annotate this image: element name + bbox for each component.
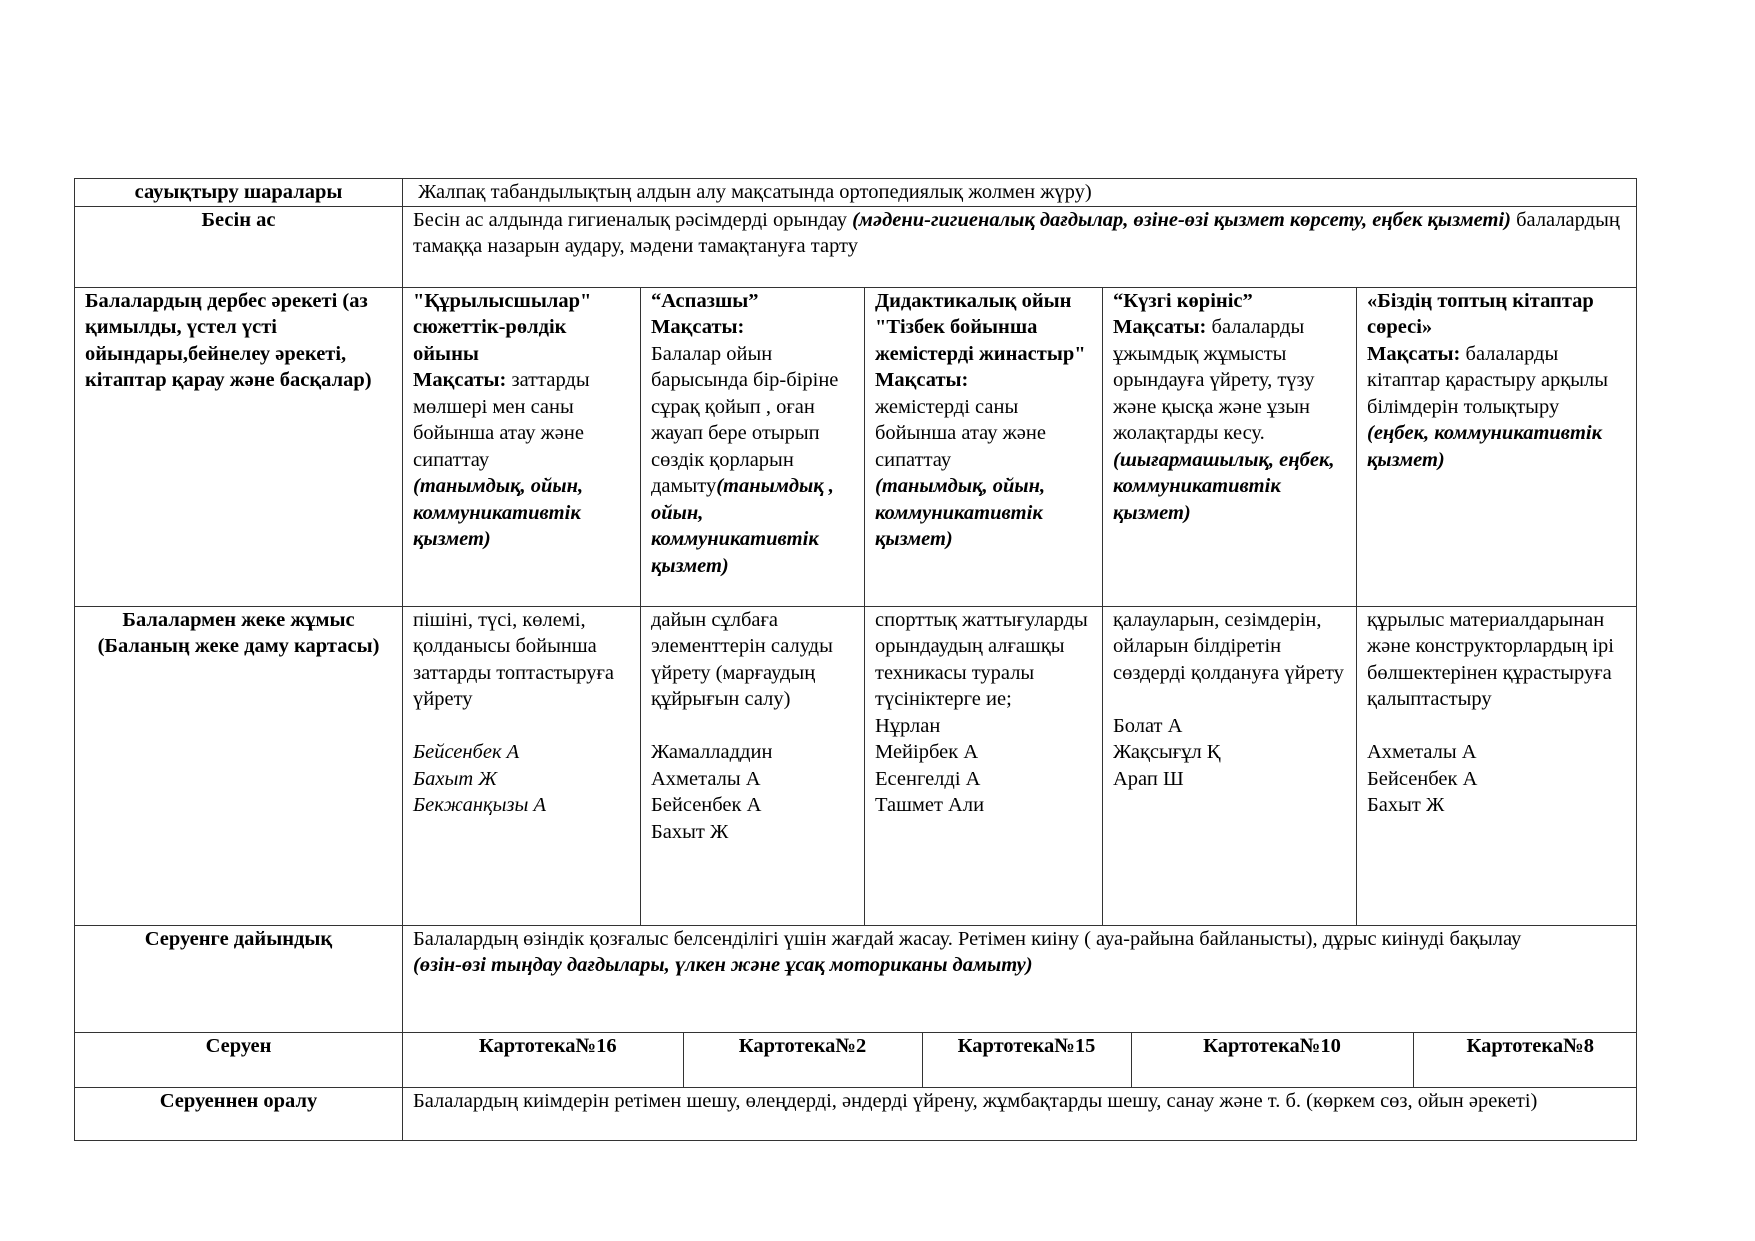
return-text: Балалардың киімдерін ретімен шешу, өлеңдерді, әндерді үйрену, жұмбақтарды шешу, санау және т. б. (көркем сөз, ойын әрекеті): [403, 1087, 1637, 1140]
child-name: Арап Ш: [1113, 767, 1184, 790]
activity-type: (шығармашылық, еңбек, коммуникативтік қызмет): [1113, 448, 1335, 524]
snack-text-start: Бесін ас алдында гигиеналық рәсімдерді орындау: [413, 208, 853, 231]
activity-cell-2: [641, 287, 865, 606]
child-name: Ахметалы А: [1367, 741, 1477, 763]
goal-label: Мақсаты:: [413, 369, 512, 391]
row-label-walk-prep: Серуенге дайындық: [75, 925, 403, 1032]
activity-title: «Біздің топтың кітаптар сөресі»: [1367, 289, 1594, 338]
activity-cell-5: [1357, 287, 1637, 606]
individual-cell-1: [403, 606, 641, 925]
child-name: Бекжанқызы А: [413, 794, 546, 816]
individual-cell-3: [865, 606, 1103, 925]
table-row-independent-activity: [75, 287, 1637, 606]
individual-task: құрылыс материалдарынан және конструкторлардың ірі бөлшектерінен құрастыруға қалыптастыру: [1367, 608, 1614, 710]
child-name: Ахметалы А: [651, 767, 761, 790]
table-row-walk-prep: [75, 925, 1637, 1032]
walk-prep-cell: [403, 925, 1637, 1032]
child-name: Бейсенбек А: [413, 741, 520, 763]
snack-text: [403, 206, 1637, 287]
walk-cards-table: [413, 1033, 1647, 1087]
activity-type: (танымдық, ойын, коммуникативтік қызмет): [413, 475, 584, 550]
table-row-walk: [75, 1032, 1637, 1087]
table-row-health: [75, 179, 1637, 207]
individual-cell-5: [1357, 606, 1637, 925]
individual-cell-2: [641, 606, 865, 925]
daily-schedule-table: [74, 178, 1637, 1141]
walk-cards-cell: [403, 1032, 1637, 1087]
goal-label: Мақсаты:: [651, 316, 745, 338]
table-row-return: [75, 1087, 1637, 1140]
walk-card-2: Картотека№2: [683, 1033, 922, 1087]
activity-title: “Күзгі көрініс”: [1113, 289, 1253, 312]
goal-text: балаларды кітаптар қарастыру арқылы білімдерін толықтыру: [1367, 342, 1609, 418]
goal-label: Мақсаты:: [1367, 342, 1466, 365]
child-name: Нұрлан: [875, 714, 941, 737]
child-name: Бахыт Ж: [413, 767, 498, 790]
activity-cell-3: [865, 287, 1103, 606]
walk-prep-text: Балалардың өзіндік қозғалыс белсенділігі үшін жағдай жасау. Ретімен киіну ( ауа-райына байланысты), дұрыс киінуді бақылау: [413, 927, 1522, 950]
health-text: Жалпақ табандылықтың алдын алу мақсатында ортопедиялық жолмен жүру): [403, 179, 1637, 207]
child-name: Жамалладдин: [651, 741, 773, 763]
goal-label: Мақсаты:: [1113, 316, 1212, 338]
row-label-individual-work: Балалармен жеке жұмыс (Баланың жеке даму картасы): [75, 606, 403, 925]
activity-type: (еңбек, коммуникативтік қызмет): [1367, 422, 1602, 471]
child-name: Бахыт Ж: [651, 820, 729, 843]
child-name: Мейірбек А: [875, 741, 979, 763]
child-name: Жақсығұл Қ: [1113, 741, 1221, 763]
activity-title: “Аспазшы”: [651, 289, 759, 312]
individual-task: қалауларын, сезімдерін, ойларын білдіретін сөздерді қолдануға үйрету: [1113, 608, 1344, 684]
table-row-snack: [75, 206, 1637, 287]
snack-text-end: балалардың тамаққа назарын аудару, мәдени тамақтануға тарту: [413, 208, 1620, 257]
child-name: Есенгелді А: [875, 767, 981, 790]
goal-text: жемістерді саны бойынша атау және сипаттау: [875, 395, 1046, 471]
child-name: Бейсенбек А: [651, 794, 762, 816]
walk-card-5: Картотека№8: [1413, 1033, 1647, 1087]
activity-type: (танымдық, ойын, коммуникативтік қызмет): [875, 475, 1046, 550]
activity-type: (танымдық , ойын, коммуникативтік қызмет): [651, 475, 834, 577]
walk-prep-activity: (өзін-өзі тыңдау дағдылары, үлкен және ұсақ моториканы дамыту): [413, 954, 1033, 976]
row-label-snack: Бесін ас: [75, 206, 403, 287]
goal-text: Балалар ойын барысында бір-біріне сұрақ қойып , оған жауап бере отырып сөздік қорларын дамыту: [651, 342, 839, 497]
child-name: Болат А: [1113, 714, 1183, 737]
child-name: Бейсенбек А: [1367, 767, 1478, 790]
goal-text: заттарды мөлшері мен саны бойынша атау және сипаттау: [413, 369, 590, 471]
activity-cell-1: [403, 287, 641, 606]
goal-text: балаларды ұжымдық жұмысты орындауға үйрету, түзу және қысқа және ұзын жолақтарды кесу.: [1113, 316, 1315, 444]
activity-title: "Құрылысшылар" сюжеттік-рөлдік ойыны: [413, 289, 592, 365]
table-row-individual-work: [75, 606, 1637, 925]
activity-title: Дидактикалық ойын "Тізбек бойынша жемістерді жинастыр": [875, 289, 1086, 365]
individual-task: дайын сұлбаға элементтерін салуды үйрету (марғаудың құйрығын салу): [651, 608, 833, 710]
child-name: Ташмет Али: [875, 794, 985, 816]
schedule-table-container: [74, 178, 1636, 1141]
activity-cell-4: [1103, 287, 1357, 606]
row-label-independent-activity: Балалардың дербес әрекеті (аз қимылды, үстел үсті ойындары,бейнелеу әрекеті, кітаптар қарау және басқалар): [75, 287, 403, 606]
walk-card-4: Картотека№10: [1131, 1033, 1413, 1087]
row-label-return: Серуеннен оралу: [75, 1087, 403, 1140]
snack-activity-types: (мәдени-гигиеналық дағдылар, өзіне-өзі қызмет көрсету, еңбек қызметі): [852, 208, 1511, 231]
walk-card-1: Картотека№16: [478, 1034, 617, 1057]
individual-task: пішіні, түсі, көлемі, қолданысы бойынша заттарды топтастыруға үйрету: [413, 608, 615, 710]
individual-task: спорттық жаттығуларды орындаудың алғашқы техникасы туралы түсініктерге ие;: [875, 608, 1088, 710]
row-label-walk: Серуен: [75, 1032, 403, 1087]
child-name: Бахыт Ж: [1367, 794, 1445, 816]
walk-card-3: Картотека№15: [922, 1033, 1131, 1087]
individual-cell-4: [1103, 606, 1357, 925]
row-label-health: сауықтыру шаралары: [75, 179, 403, 207]
goal-label: Мақсаты:: [875, 369, 969, 391]
